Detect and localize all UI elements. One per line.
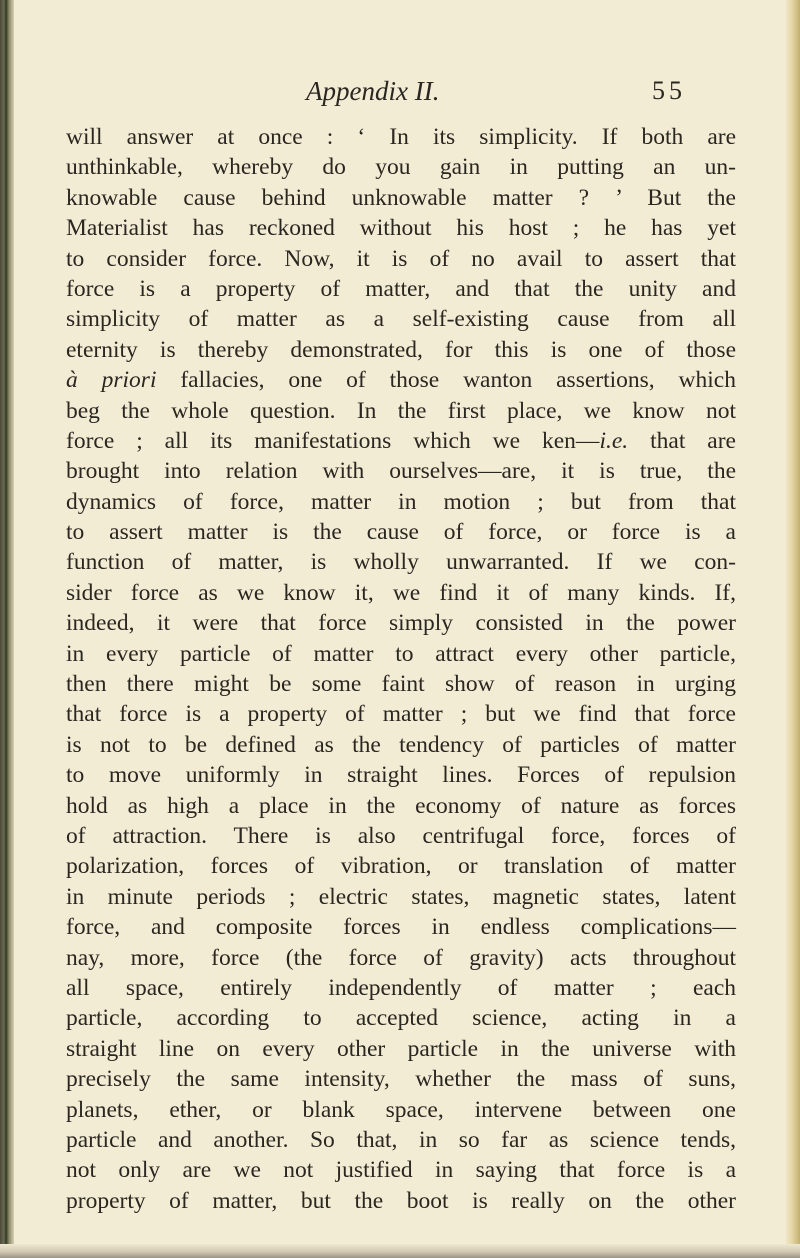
running-title: Appendix II. [306,76,440,106]
page-number: 55 [652,76,686,105]
text-line: sider force as we know it, we find it of many kinds. If, [66,579,736,606]
text-line: function of matter, is wholly unwarranted. If we con- [66,549,736,576]
text-line: force is a property of matter, and that the unity and [66,275,736,302]
text-line [66,426,736,456]
text-line: property of matter, but the boot is really on the other [66,1187,736,1214]
text-line: brought into relation with ourselves—are, it is true, the [66,458,736,485]
body-text [66,122,736,1216]
text-line: hold as high a place in the economy of nature as forces [66,792,736,819]
text-line: all space, entirely independently of matter ; each [66,974,736,1001]
text-line: not only are we not justified in saying that force is a [66,1157,736,1184]
text-line: knowable cause behind unknowable matter ? ’ But the [66,184,736,211]
page-bottom-edge [0,1244,800,1258]
text-line: precisely the same intensity, whether the mass of suns, [66,1066,736,1093]
text-run: fallacies, one of those wanton assertions, which [156,367,736,394]
text-line: will answer at once : ‘ In its simplicity. If both are [66,124,736,150]
text-line: in every particle of matter to attract every other particle, [66,640,736,667]
text-line: eternity is thereby demonstrated, for this is one of those [66,336,736,363]
text-line: then there might be some faint show of reason in urging [66,671,736,698]
page-fore-edge [786,0,800,1258]
text-line: straight line on every other particle in the universe with [66,1035,736,1062]
text-line: is not to be defined as the tendency of particles of matter [66,731,736,758]
text-line: Materialist has reckoned without his host ; he has yet [66,215,736,242]
text-line: nay, more, force (the force of gravity) acts throughout [66,944,736,971]
text-line: polarization, forces of vibration, or translation of matter [66,853,736,880]
text-line [66,365,736,395]
text-line: planets, ether, or blank space, intervene between one [66,1096,736,1123]
text-line: that force is a property of matter ; but we find that force [66,701,736,728]
text-line: in minute periods ; electric states, magnetic states, latent [66,883,736,910]
text-line: to move uniformly in straight lines. Forces of repulsion [66,762,736,789]
text-line: to assert matter is the cause of force, or force is a [66,519,736,546]
text-line: force, and composite forces in endless complications— [66,914,736,941]
italic-phrase: i.e. [599,427,629,454]
text-line: particle, according to accepted science, acting in a [66,1005,736,1032]
text-run: force ; all its manifestations which we ken— [66,427,600,454]
text-line: of attraction. There is also centrifugal force, forces of [66,822,736,849]
text-line: simplicity of matter as a self-existing cause from all [66,306,736,333]
text-line: indeed, it were that force simply consisted in the power [66,610,736,637]
text-line: dynamics of force, matter in motion ; but from that [66,488,736,515]
book-spine-edge [0,0,14,1258]
text-line: to consider force. Now, it is of no avail to assert that [66,245,736,272]
text-run: that are [628,427,736,454]
text-line: particle and another. So that, in so far as science tends, [66,1126,736,1153]
italic-phrase: à priori [66,367,157,394]
text-line: beg the whole question. In the first place, we know not [66,397,736,424]
text-line: unthinkable, whereby do you gain in putting an un- [66,154,736,181]
